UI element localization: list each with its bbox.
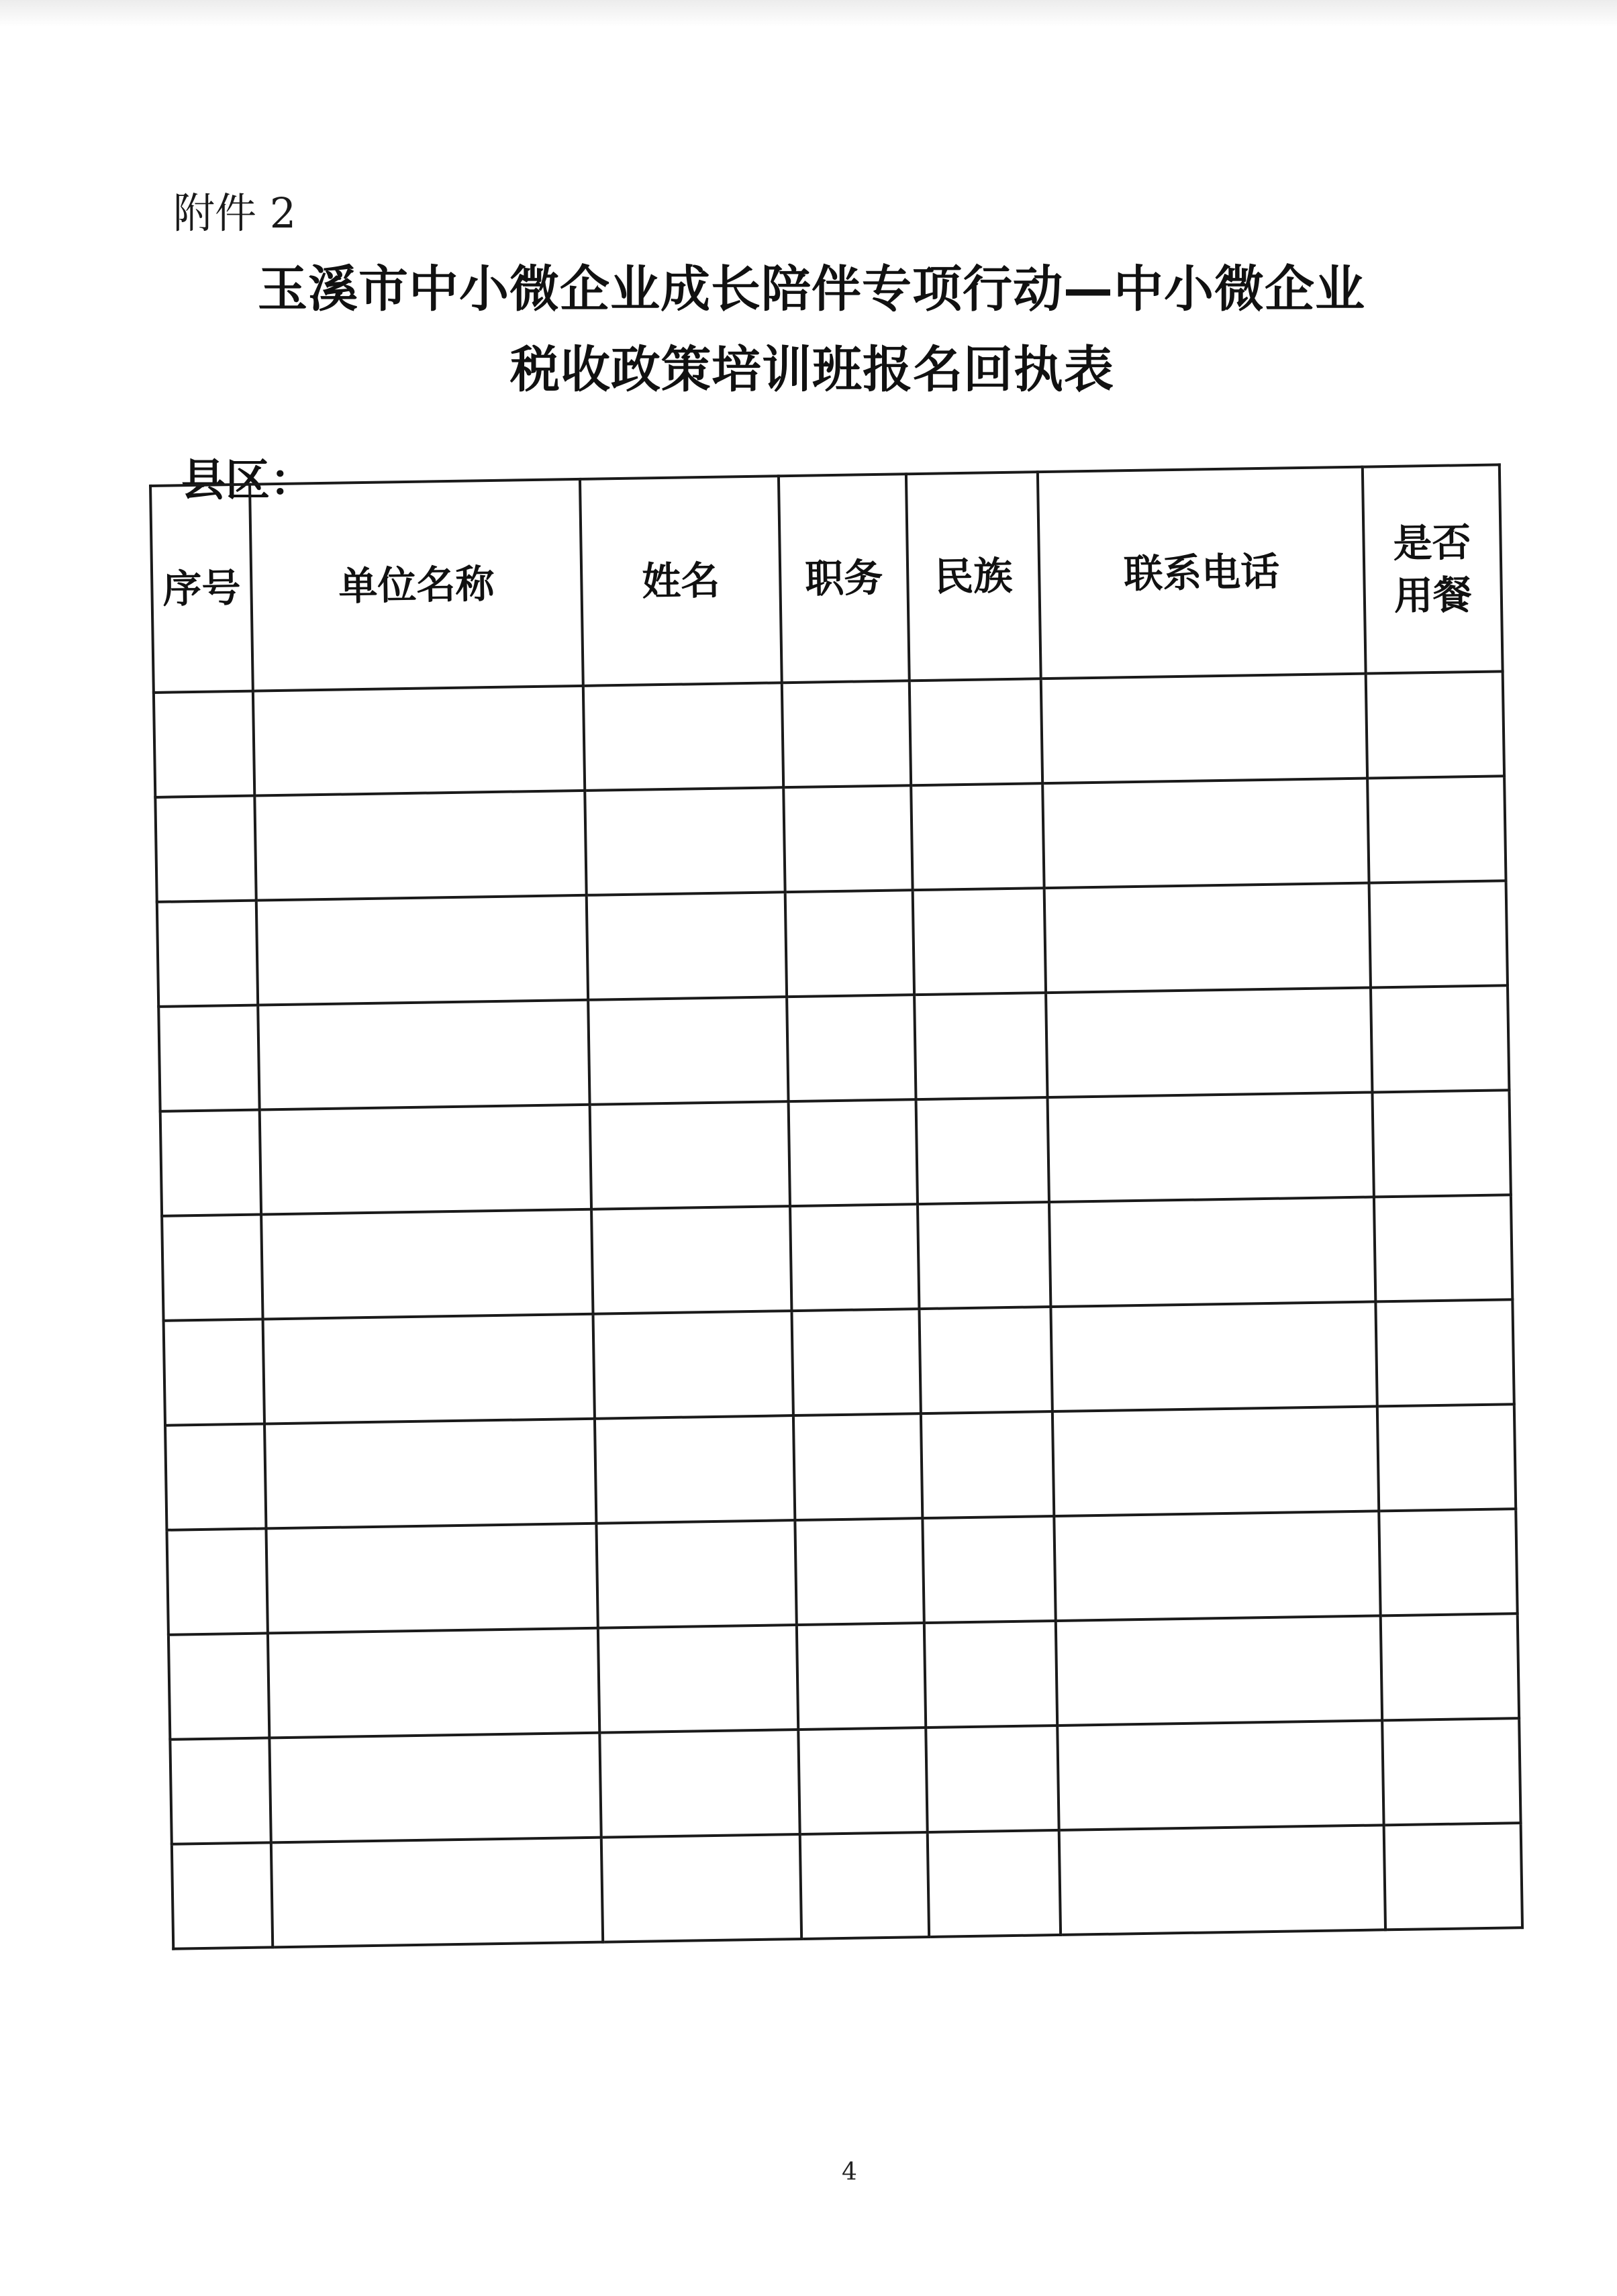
cell-ethnicity[interactable] bbox=[919, 1307, 1052, 1413]
cell-unit-name[interactable] bbox=[260, 1105, 591, 1215]
cell-ethnicity[interactable] bbox=[922, 1516, 1055, 1623]
table-row bbox=[157, 881, 1508, 1007]
cell-meal[interactable] bbox=[1371, 985, 1509, 1092]
cell-phone[interactable] bbox=[1048, 1092, 1374, 1202]
cell-seq[interactable] bbox=[154, 691, 254, 797]
table-row bbox=[170, 1718, 1520, 1844]
cell-unit-name[interactable] bbox=[261, 1209, 593, 1319]
table-row bbox=[158, 985, 1509, 1111]
cell-seq[interactable] bbox=[158, 1005, 259, 1111]
cell-name[interactable] bbox=[598, 1625, 798, 1733]
cell-phone[interactable] bbox=[1049, 1197, 1375, 1307]
cell-name[interactable] bbox=[585, 787, 785, 895]
cell-seq[interactable] bbox=[165, 1424, 266, 1530]
cell-meal[interactable] bbox=[1374, 1195, 1512, 1301]
cell-name[interactable] bbox=[588, 997, 788, 1105]
cell-name[interactable] bbox=[590, 1101, 790, 1209]
cell-meal[interactable] bbox=[1375, 1299, 1514, 1406]
header-meal-line-2: 用餐 bbox=[1393, 572, 1473, 619]
cell-meal[interactable] bbox=[1369, 881, 1508, 987]
cell-ethnicity[interactable] bbox=[926, 1726, 1059, 1832]
cell-unit-name[interactable] bbox=[253, 686, 585, 796]
scan-shadow bbox=[0, 0, 1617, 27]
cell-name[interactable] bbox=[583, 683, 783, 791]
attachment-label: 附件 2 bbox=[173, 189, 297, 238]
header-ethnicity: 民族 bbox=[906, 472, 1041, 681]
cell-unit-name[interactable] bbox=[266, 1524, 597, 1634]
cell-unit-name[interactable] bbox=[254, 791, 586, 901]
cell-position[interactable] bbox=[785, 890, 914, 997]
page-number: 4 bbox=[842, 2158, 857, 2186]
cell-meal[interactable] bbox=[1377, 1404, 1516, 1511]
header-name: 姓名 bbox=[580, 476, 782, 686]
cell-meal[interactable] bbox=[1381, 1613, 1519, 1720]
registration-table-container bbox=[149, 463, 1522, 1974]
cell-position[interactable] bbox=[793, 1413, 922, 1520]
cell-name[interactable] bbox=[595, 1415, 795, 1524]
cell-unit-name[interactable] bbox=[269, 1733, 601, 1843]
cell-position[interactable] bbox=[787, 995, 916, 1101]
cell-seq[interactable] bbox=[155, 796, 256, 902]
cell-ethnicity[interactable] bbox=[924, 1621, 1057, 1728]
document-title-line-1: 玉溪市中小微企业成长陪伴专项行动—中小微企业 bbox=[258, 260, 1365, 318]
header-seq: 序号 bbox=[150, 485, 253, 693]
cell-unit-name[interactable] bbox=[263, 1314, 595, 1424]
cell-phone[interactable] bbox=[1046, 988, 1372, 1098]
table-row bbox=[166, 1509, 1517, 1635]
cell-meal[interactable] bbox=[1367, 776, 1506, 883]
cell-meal[interactable] bbox=[1366, 671, 1504, 778]
cell-meal[interactable] bbox=[1379, 1509, 1517, 1615]
cell-ethnicity[interactable] bbox=[918, 1202, 1050, 1309]
cell-name[interactable] bbox=[591, 1206, 791, 1314]
cell-seq[interactable] bbox=[157, 901, 258, 1007]
table-row bbox=[160, 1090, 1511, 1216]
header-meal-line-1: 是否 bbox=[1393, 519, 1472, 566]
table-row bbox=[154, 671, 1504, 797]
cell-meal[interactable] bbox=[1372, 1090, 1510, 1197]
cell-position[interactable] bbox=[789, 1099, 918, 1206]
cell-position[interactable] bbox=[791, 1309, 920, 1415]
cell-name[interactable] bbox=[601, 1834, 801, 1942]
cell-ethnicity[interactable] bbox=[914, 993, 1047, 1099]
cell-phone[interactable] bbox=[1041, 674, 1367, 784]
cell-phone[interactable] bbox=[1059, 1825, 1385, 1935]
cell-unit-name[interactable] bbox=[256, 895, 588, 1005]
table-row bbox=[168, 1613, 1519, 1740]
registration-table bbox=[149, 463, 1524, 1950]
cell-meal[interactable] bbox=[1382, 1718, 1520, 1825]
cell-name[interactable] bbox=[593, 1311, 793, 1419]
cell-ethnicity[interactable] bbox=[921, 1411, 1054, 1518]
cell-position[interactable] bbox=[795, 1518, 924, 1625]
cell-seq[interactable] bbox=[166, 1528, 267, 1634]
cell-name[interactable] bbox=[587, 892, 787, 1000]
cell-phone[interactable] bbox=[1050, 1301, 1377, 1411]
cell-phone[interactable] bbox=[1056, 1615, 1382, 1726]
cell-name[interactable] bbox=[599, 1730, 799, 1838]
table-row bbox=[165, 1404, 1516, 1530]
cell-phone[interactable] bbox=[1044, 883, 1371, 993]
cell-position[interactable] bbox=[782, 681, 911, 787]
cell-phone[interactable] bbox=[1042, 779, 1369, 889]
cell-position[interactable] bbox=[797, 1623, 926, 1730]
cell-seq[interactable] bbox=[164, 1319, 264, 1425]
cell-position[interactable] bbox=[798, 1728, 927, 1834]
header-phone: 联系电话 bbox=[1038, 467, 1366, 679]
cell-seq[interactable] bbox=[168, 1633, 269, 1739]
cell-unit-name[interactable] bbox=[268, 1628, 599, 1738]
header-position: 职务 bbox=[779, 474, 910, 683]
cell-unit-name[interactable] bbox=[264, 1419, 596, 1529]
document-title-line-2: 税收政策培训班报名回执表 bbox=[510, 341, 1114, 399]
table-row bbox=[172, 1823, 1522, 1949]
cell-unit-name[interactable] bbox=[258, 1000, 589, 1110]
table-header-row bbox=[150, 464, 1503, 693]
table-row bbox=[164, 1299, 1514, 1426]
cell-ethnicity[interactable] bbox=[911, 783, 1044, 890]
cell-unit-name[interactable] bbox=[271, 1838, 603, 1948]
cell-seq[interactable] bbox=[172, 1842, 273, 1948]
cell-meal[interactable] bbox=[1384, 1823, 1522, 1930]
cell-phone[interactable] bbox=[1054, 1511, 1380, 1621]
table-body bbox=[154, 671, 1522, 1948]
cell-position[interactable] bbox=[783, 785, 912, 892]
table-row bbox=[162, 1195, 1512, 1321]
cell-phone[interactable] bbox=[1052, 1406, 1379, 1516]
cell-seq[interactable] bbox=[170, 1738, 271, 1844]
cell-ethnicity[interactable] bbox=[916, 1097, 1049, 1204]
cell-seq[interactable] bbox=[160, 1110, 261, 1216]
cell-seq[interactable] bbox=[162, 1215, 262, 1321]
cell-name[interactable] bbox=[596, 1520, 796, 1628]
cell-ethnicity[interactable] bbox=[913, 888, 1046, 995]
cell-position[interactable] bbox=[790, 1204, 919, 1311]
cell-ethnicity[interactable] bbox=[910, 679, 1042, 785]
cell-ethnicity[interactable] bbox=[928, 1830, 1061, 1937]
header-meal bbox=[1363, 464, 1503, 673]
county-label: 县区： bbox=[181, 454, 314, 506]
cell-position[interactable] bbox=[800, 1832, 929, 1939]
table-row bbox=[155, 776, 1506, 902]
cell-phone[interactable] bbox=[1057, 1720, 1383, 1830]
header-unit-name: 单位名称 bbox=[250, 479, 583, 691]
